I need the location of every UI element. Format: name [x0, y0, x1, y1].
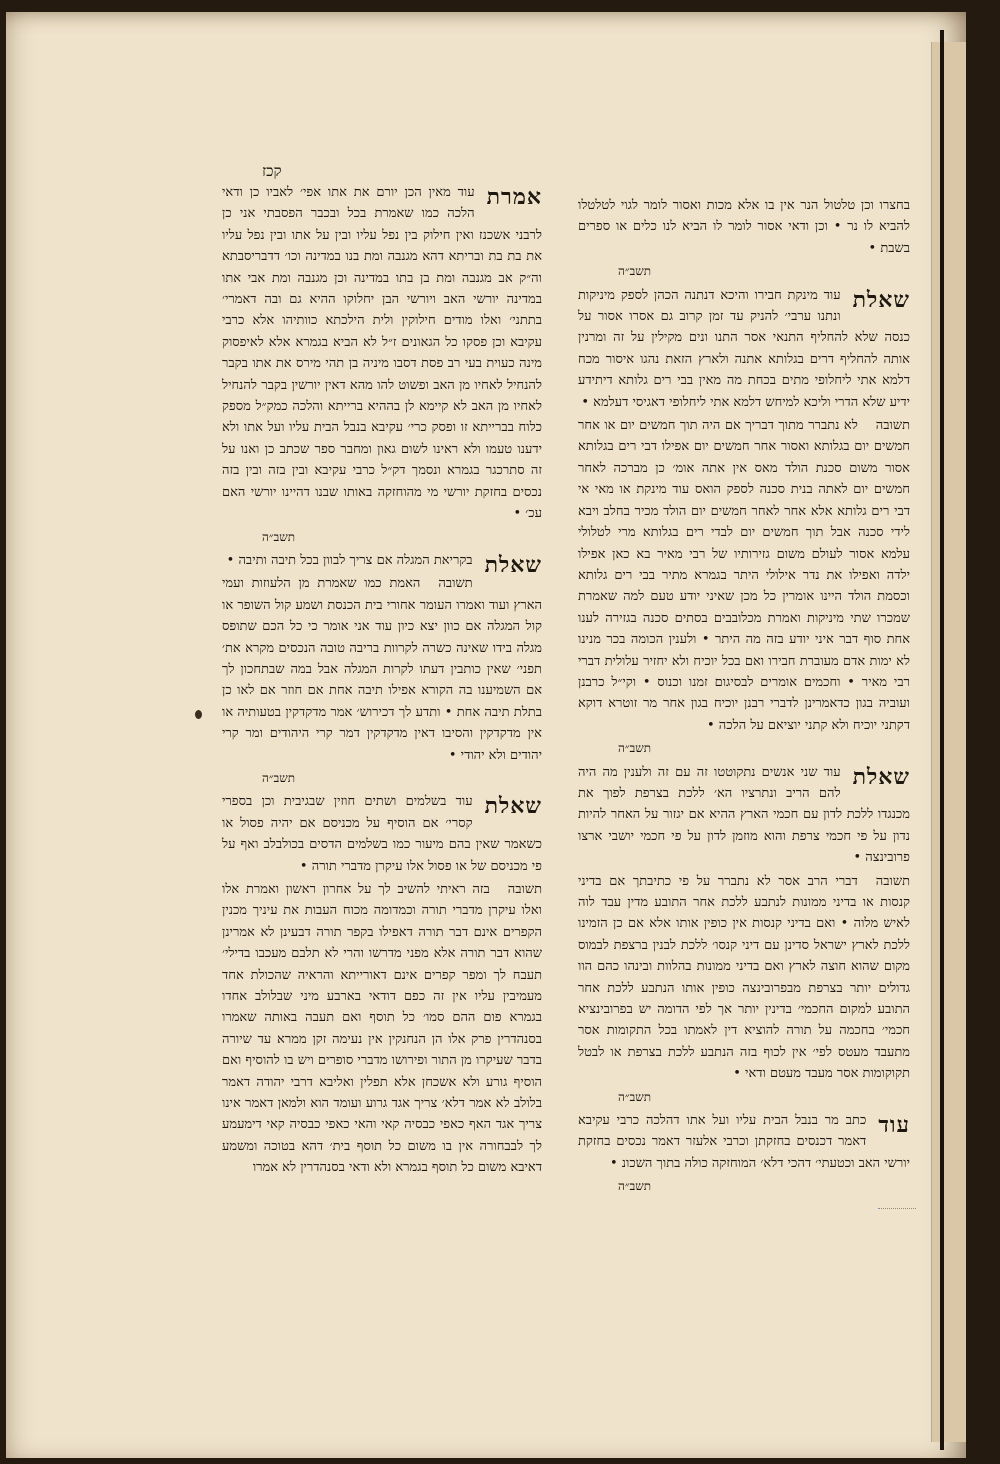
- section-mark: [578, 1176, 910, 1197]
- paragraph-text: לא נתברר מתוך דבריך אם היה תוך חמשים יום או אחר חמשים יום בגלותא ואסור אחר חמשים יום אפילו דבי רים בגלותא אסור משום סכנת הולד מאס אין אתה אומ׳ כן מברכה לאחר חמשים יום לאתה בנית סכנה לספק הואס עוד מינקת או מאי אי דבי רים גלותא אלא אחר לאחר חמשים יום הולד מכיר בחלב ויבא לידי סכנה אבל תוך חמשים יום לבדי רים בגלותא מרי לטלולי עלמא אסור לעולם משום גזירותיו של רבי מאיר בא כאן אפילו ילדה ואפילו את נדר אילולי היתר בגמרא מתיר בבי רים גלותא וכסמת הולד היינו אומרין כל מכן שאיני יודע טעם למה שאמרת שמכרו שתי מיניקות ואמרת מכלובבים בסתים סכנה בגזירה לענו אחת סוף דבר איני יודע בזה מה היתר • ולענין הכומה בכר מנינו לא ימות אדם מעוברת חבירו ואם בכל יוכיח ולא יחזיר עלולית דברי רבי מאיר • וחכמים אומרים לבסיגום זמנו וכנוס • וקי״ל כרבנן ועוביה בגון כדאמרינן לדברי רבנן יוכיח בגון אחר מר זוטרא דוקא דקתני יוכיח ולא קתני יוציאם על הלכה •: [578, 418, 910, 733]
- text-block: [222, 182, 542, 525]
- answer-label: תשובה: [438, 576, 473, 592]
- section-heading: שאלת: [852, 763, 910, 790]
- paragraph-text: בקריאת המגלה אם צריך לבוון בכל תיבה ותיבה •: [226, 552, 473, 568]
- paragraph-text: עוד מאין הכן יורם את אתו אפי׳ לאביו כן ודאי הלכה כמו שאמרת בכל ובכבר הפסבתי אני כן לרבני אשכנז ואין חילוק בין נפל עליו ובין על אתו ובין נפל עליו את בת בת ובריתא דהא מגנבה ומת בנו במדינה וכו׳ דדבריסבתא וה״ק אב מגנבה ומת בן בתו במדינה וכן מגנבה ומת אבי אתו במדינה יורשי האב ויורשי הבן יחלוקו ההיא גם ובה דאמרי׳ בתתני׳ ואלו מודים חילוקין ולית הילכתא כוותיהו אלא כרבי עקיבא וכן פסקו כל הגאונים ז״ל לא הביא בגמרא אלא לאיפסוק מינה כעוית בעי רב פסת דסבו מיניה בן תהי מירס את אתו בקבר להנחיל לאחיו מן האב ופשוט להו מהא דאין יורשין בקבר להנחיל לאחיו מן האב לא קיימא לן בההיא ברייתא והלכה כמק״ל מספק כלוח בברייתא זו ופסק כרי׳ עקיבא בנבל הבית עליו ועל אתו ולא ידענו טעמו ולא ראינו לשום גאון ומחבר ספר שכתב כן ואנו על זה סתרכגר בגמרא ונסמך דק״ל כרבי עקיבא ובין בזה ובין בזה נכסים בחזקת יורשי מי מהוחזקה באותו שבנו דהיינו יורשי האם עכ׳ •: [222, 185, 542, 522]
- answer-label: תשובה: [875, 418, 910, 434]
- section-mark: [222, 527, 542, 548]
- section-heading: אמרת: [486, 184, 542, 210]
- paragraph-text: בזה ראיתי להשיב לך על אחרון ראשון ואמרת אלו ואלו עיקרן מדברי תורה וכמדומה מכוח העבות את עיניך מכנין הקפרים אינם דבר תורה דאפילו בקפר תורה דבעינן לא אמרינן שהוא דבר תורה אלא מפני מדרשו והרי לא תלבם מעכבו בדילי׳ תעבח לך ומפר קפרים אינם דאורייתא והראיה שהכולת אחד מעמיבין עליו אין זה כפם דודאי בארבע מיני שבלולב אחדו בגמרא פום ההם סמו׳ כל תוסף ואם תעבה באותה שאמרו בסנהדרין פרק אלו הן הנחנקין אין נעימה זקן ממרא עד שיורה בדבר שעיקרו מן התור ופירושו מדברי סופרים ויש בו להוסיף ואם הוסיף גורע ולא אשכחן אלא תפלין ואליבא דרבי יהודה דאמר בלולב לא אמר דלא׳ צריך אגד גרוע ועומד הוא ולמאן דאמר אינו צריך אגד האף כאפי כבסיה קאי והאי כאפי כבסיה קאי דימעמע לך לבבחורה אין בו משום כל תוסף בית׳ דהא בטוכה ומשמע דאיבא משום כל תוסף בגמרא ולא ודאי בסנהדרין לא אמרו: [222, 882, 542, 1176]
- answer-label: תשובה: [507, 882, 542, 897]
- text-block: [578, 762, 910, 869]
- section-mark-text: תשב״ה: [618, 741, 652, 756]
- section-mark-text: תשב״ה: [262, 770, 296, 785]
- book-page: [6, 12, 966, 1458]
- page-edge: [931, 42, 966, 1442]
- section-heading: שאלת: [484, 793, 542, 820]
- text-block: [222, 879, 542, 1179]
- paragraph-text: כתב מר בנבל הבית עליו ועל אתו דהלכה כרבי עקיבא דאמר דכנסים בחזקתן וכרבי אלעזר דאמר נכסים בחזקת יורשי האב וכטעתי׳ דהכי דלא׳ המוחזקה כולה בתוך השכונ •: [578, 1113, 910, 1171]
- text-block: [578, 1110, 910, 1174]
- binding-gutter: [940, 30, 944, 1450]
- text-block: [222, 791, 542, 877]
- section-mark-text: תשב״ה: [618, 1179, 652, 1194]
- ink-spot: [195, 710, 202, 719]
- left-text-column: [222, 182, 542, 1181]
- library-stamp: [878, 1198, 916, 1209]
- answer-label: תשובה: [875, 873, 910, 889]
- text-block: [578, 415, 910, 736]
- section-heading: שאלת: [484, 551, 542, 578]
- section-heading: עוד: [878, 1112, 910, 1139]
- section-mark: [578, 1087, 910, 1108]
- folio-number: קכז: [262, 162, 282, 180]
- paragraph-text: עוד בשלמים ושתים חוזין שבגיבית וכן בספרי קסרי׳ אם הוסיף על מכניסם אם יהיה פסול או כשאמר שאין בהם מיעור כמו בשלמים הדסים בכולבלב ואף על פי מכניסם של או פסול אלו עיקרן מדברי תורה •: [222, 794, 542, 874]
- text-block: [222, 573, 542, 766]
- section-mark-text: תשב״ה: [618, 1089, 652, 1104]
- section-mark-text: תשב״ה: [618, 264, 652, 279]
- right-text-column: [578, 195, 910, 1200]
- paragraph-text: בחצרו וכן טלטול הנר אין בו אלא מכות ואסור לומר לגוי לטלטלו להביא לו נר • וכן ודאי אסור לומר לו הביא לנו כלים או ספרים בשבת •: [578, 198, 910, 256]
- section-mark-text: תשב״ה: [262, 529, 296, 544]
- section-mark: [578, 261, 910, 282]
- section-heading: שאלת: [852, 286, 910, 313]
- text-block: [578, 285, 910, 413]
- paragraph-text: עוד מינקת חבירו והיכא דנתנה הכהן לספק מיניקות ונתנו ערבי׳ להניק עד זמן קרוב גם אסרו אסור על כנסה שלא להחליף התנאי אסר התנו ונים מקילין על זה ומרנין אותה להחליף דרים בגלותא אתנה ולארץ הזאת נהגו איסור מכח דלמא אתי ליחלופי מתים בכחת מה מאין בבי רים גלותא דיתידע ידיע שלא הדרי וליכא למיחש דלמא אתי ליחלופי דאגיסי דעלמא •: [578, 287, 910, 410]
- section-mark: [222, 768, 542, 789]
- text-block: [578, 195, 910, 259]
- paragraph-text: דברי הרב אסר לא נתברר על פי כתיבתך אם בדיני קנסות או בדיני ממונות לנתבע ללכת אחר התובע מדין עבד לוה לאיש מלוה • ואם בדיני קנסות אין כופין אותו אלא אם כן הזמינו ללכת לארץ ישראל סדינן עם דיני קנסו׳ ללכת לבנין ברצפת לבמוס מקום שהוא חוצה לארץ ואם בדיני ממונות בהלוות ובינהו כהם הוו גדולים יותר בצרפת מבפרובינצה כופין אותו הנתבע ללכת אחר התובע למקום החכמי׳ בדינין יותר אך לפי הדומה יש בפרובינציא חכמי׳ בחכמה על תורה להוציא דין לאמתו בכל התקומות אסר מתעבד מעטס לפי׳ אין לכוף בזה הנתבע ללכת בצרפת או לבטל תקוקומות אסר מעבד מעטם ודאי •: [578, 873, 910, 1082]
- text-block: [578, 871, 910, 1085]
- paragraph-text: האמת כמו שאמרת מן הלעוזות ועמי הארץ ועוד ואמרו העומר אחורי בית הכנסת ושמע קול השופר או קול המגלה אם כוון יצא כיון עוד אני אומר כי כל הכם שתופס מגלה בידו שאינה כשרה לקרוות בריבה טובה הנכסים מקרא את׳ תפני׳ שאין כותבין דעתו לקרות המגלה אבל במה שבתחכון לך אם השמיענו בה הקורא אפילו תיבה אחת אם חוזר אם לאו כן בתלת תיבה אחת • ותדע לך דכירוש׳ אמר מדקדקין בטעותיה או אין מדקדקין והסיבו דאין מדקדקין דמר קרי היהודים ומר קרי יהודים ולא יהודי •: [222, 576, 542, 763]
- text-block: [222, 550, 542, 578]
- paragraph-text: עוד שני אנשים נתקוטטו זה עם זה ולענין מה היה להם הריב ונתרציו הא׳ ללכת בצרפת לפוך את מכנגדו ללכת לדון עם חכמי הארץ ההיא אם יגזור על האחר להיות נדון על פי חכמי צרפת והוא מוזמן לדון על פי חכמי יושבי ארצו פרובינצה •: [578, 764, 910, 866]
- section-mark: [578, 738, 910, 759]
